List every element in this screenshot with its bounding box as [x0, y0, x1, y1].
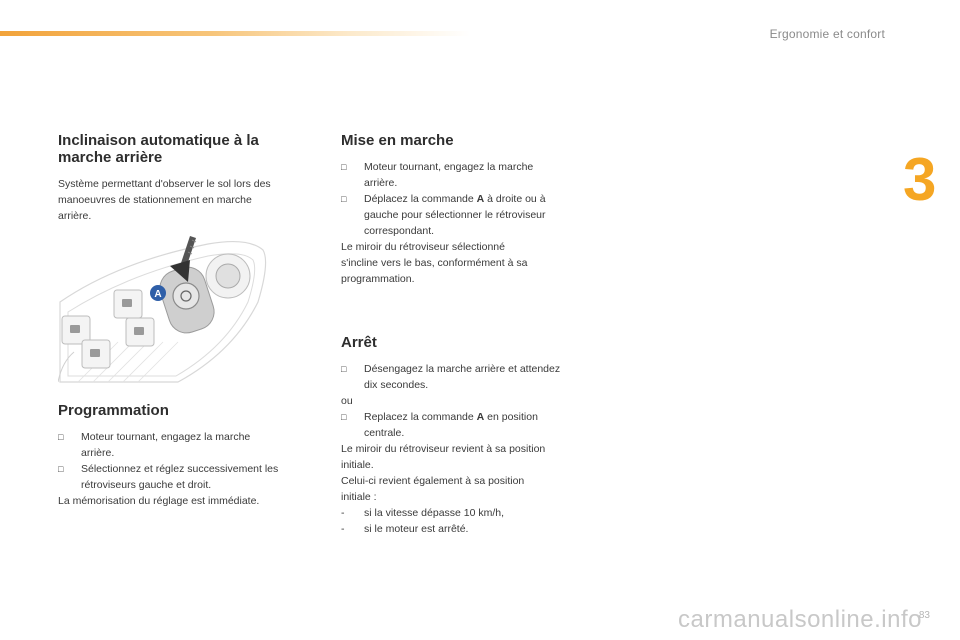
watermark: carmanualsonline.info: [678, 606, 922, 633]
section-title-programmation: Programmation: [58, 402, 169, 419]
mirror-control-illustration: [58, 232, 320, 387]
arret-description-2: Celui-ci revient également à sa position initiale :: [341, 475, 525, 503]
arret-step-1: □ Désengagez la marche arrière et attendez dix secondes.: [341, 363, 561, 391]
bullet-marker: □: [341, 194, 347, 204]
door-switch-panel-diagram: [58, 232, 320, 387]
arret-step-2: □ Replacez la commande A en position centrale.: [341, 411, 538, 439]
arret-description-1: Le miroir du rétroviseur revient à sa position initiale.: [341, 443, 546, 471]
svg-text:A: A: [154, 289, 162, 300]
header-accent-bar: [0, 31, 470, 36]
programmation-note: La mémorisation du réglage est immédiate.: [58, 495, 260, 507]
mise-en-marche-step-1: □ Moteur tournant, engagez la marche arrière.: [341, 161, 534, 189]
arret-condition-1: - si la vitesse dépasse 10 km/h,: [341, 507, 505, 519]
section-title-arret: Arrêt: [341, 334, 377, 351]
mise-en-marche-section: [341, 132, 603, 287]
section-title-mise-en-marche: Mise en marche: [341, 132, 454, 149]
inclinaison-description: Système permettant d'observer le sol lors des manoeuvres de stationnement en marche arrière.: [58, 178, 271, 222]
arret-or: ou: [341, 395, 353, 407]
bullet-marker: □: [58, 464, 64, 474]
arret-section: [341, 334, 611, 537]
arret-condition-2: - si le moteur est arrêté.: [341, 523, 469, 535]
programmation-step-2: □ Sélectionnez et réglez successivement les rétroviseurs gauche et droit.: [58, 463, 279, 491]
bullet-marker: □: [341, 162, 347, 172]
programmation-step-1: □ Moteur tournant, engagez la marche arrière.: [58, 431, 251, 459]
chapter-number: 3: [903, 146, 937, 213]
page-number: 83: [918, 610, 930, 621]
mise-en-marche-description: Le miroir du rétroviseur sélectionné s'incline vers le bas, conformément à sa programmation.: [341, 241, 528, 285]
bullet-marker: □: [341, 364, 347, 374]
control-label-a: [150, 285, 166, 301]
section-title-inclinaison: Inclinaison automatique à la marche arrière: [58, 132, 259, 166]
mise-en-marche-step-2: □ Déplacez la commande A à droite ou à gauche pour sélectionner le rétroviseur correspondant.: [341, 193, 546, 237]
bullet-marker: □: [341, 412, 347, 422]
bullet-marker: □: [58, 432, 64, 442]
header-title: Ergonomie et confort: [769, 27, 885, 41]
left-column: [58, 132, 320, 224]
programmation-section: [58, 402, 320, 509]
